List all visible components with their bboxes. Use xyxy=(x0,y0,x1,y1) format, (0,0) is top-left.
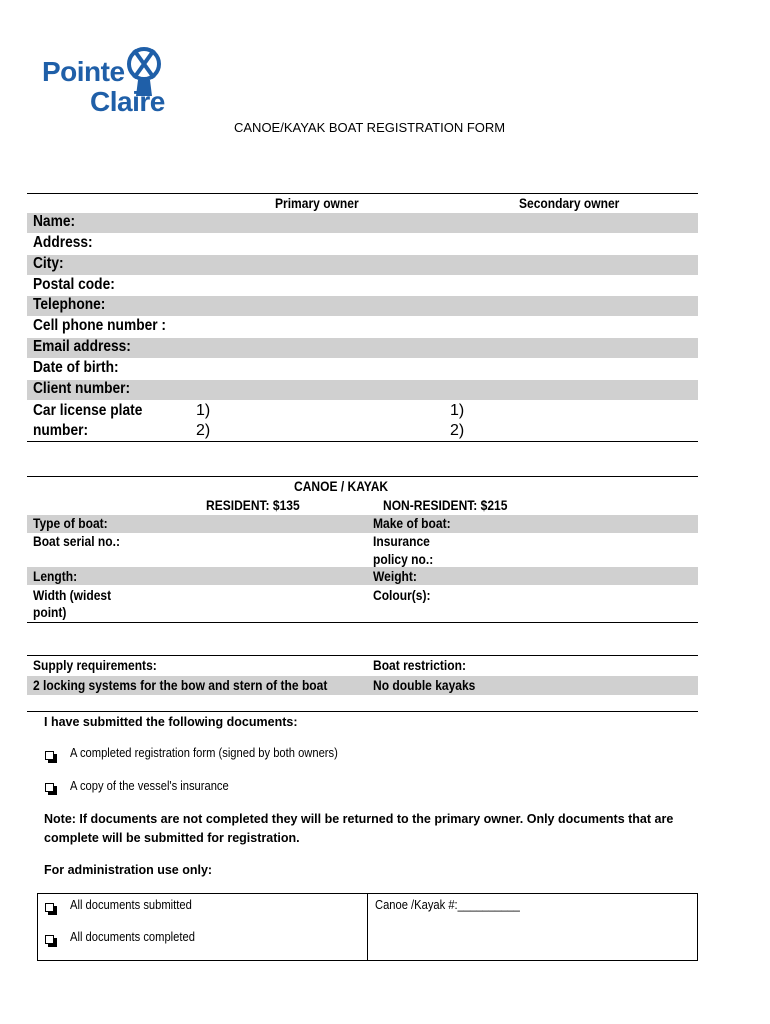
non-resident-price: NON-RESIDENT: $215 xyxy=(383,497,508,513)
doc-item-1[interactable] xyxy=(45,747,54,765)
width-label-line2: point) xyxy=(33,604,67,620)
primary-plate-1[interactable]: 1) xyxy=(196,402,211,419)
admin-box-divider xyxy=(367,893,368,961)
row-shade-type xyxy=(27,515,698,533)
boat-serial-label: Boat serial no.: xyxy=(33,533,120,549)
admin-check-1-label: All documents submitted xyxy=(70,897,192,912)
secondary-plate-1[interactable]: 1) xyxy=(450,402,465,419)
doc-item-2-label: A copy of the vessel's insurance xyxy=(70,778,229,793)
checkbox-icon[interactable] xyxy=(45,903,54,912)
field-plate-label-line1: Car license plate xyxy=(33,402,143,419)
checkbox-icon[interactable] xyxy=(45,751,54,760)
form-title: CANOE/KAYAK BOAT REGISTRATION FORM xyxy=(234,120,506,135)
field-dob-label: Date of birth: xyxy=(33,359,119,376)
restriction-value: No double kayaks xyxy=(373,677,476,693)
supply-requirements-label: Supply requirements: xyxy=(33,657,157,673)
field-telephone-label: Telephone: xyxy=(33,296,106,313)
doc-item-1-label: A completed registration form (signed by both owners) xyxy=(70,745,338,760)
insurance-label-line1: Insurance xyxy=(373,533,430,549)
field-cell-label: Cell phone number : xyxy=(33,317,167,334)
restriction-label: Boat restriction: xyxy=(373,657,466,673)
length-label: Length: xyxy=(33,568,78,584)
documents-heading: I have submitted the following documents: xyxy=(44,715,298,729)
field-plate-label-line2: number: xyxy=(33,422,89,439)
row-shade-telephone xyxy=(27,296,698,316)
insurance-label-line2: policy no.: xyxy=(373,551,434,567)
field-address-label: Address: xyxy=(33,234,93,251)
pointe-claire-logo xyxy=(40,42,170,122)
field-email-label: Email address: xyxy=(33,338,131,355)
colour-label: Colour(s): xyxy=(373,587,431,603)
field-city-label: City: xyxy=(33,255,64,272)
type-of-boat-label: Type of boat: xyxy=(33,515,108,531)
resident-price: RESIDENT: $135 xyxy=(206,497,300,513)
make-of-boat-label: Make of boat: xyxy=(373,515,451,531)
row-shade-length xyxy=(27,567,698,585)
owners-top-rule xyxy=(27,193,698,194)
field-postal-label: Postal code: xyxy=(33,276,115,293)
field-client-label: Client number: xyxy=(33,380,131,397)
canoe-kayak-number[interactable]: Canoe /Kayak #:__________ xyxy=(375,897,520,912)
logo-word-pointe: Pointe xyxy=(42,56,125,87)
admin-heading: For administration use only: xyxy=(44,863,213,877)
admin-check-2-label: All documents completed xyxy=(70,929,195,944)
field-name-label: Name: xyxy=(33,213,76,230)
secondary-owner-header: Secondary owner xyxy=(519,195,620,211)
boat-bottom-rule xyxy=(27,622,698,623)
width-label-line1: Width (widest xyxy=(33,587,112,603)
secondary-plate-2[interactable]: 2) xyxy=(450,422,465,439)
primary-owner-header: Primary owner xyxy=(275,195,359,211)
row-shade-name xyxy=(27,213,698,233)
doc-item-2[interactable] xyxy=(45,779,54,797)
admin-check-2[interactable] xyxy=(45,931,54,949)
checkbox-icon[interactable] xyxy=(45,783,54,792)
note-line-1: Note: If documents are not completed they will be returned to the primary owner. Only documents that are xyxy=(44,812,674,826)
supply-requirements-value: 2 locking systems for the bow and stern of the boat xyxy=(33,677,328,693)
logo-word-claire: Claire xyxy=(90,86,165,117)
owners-bottom-rule xyxy=(27,441,698,442)
requirements-top-rule xyxy=(27,655,698,656)
requirements-bottom-rule xyxy=(27,711,698,712)
weight-label: Weight: xyxy=(373,568,417,584)
admin-check-1[interactable] xyxy=(45,899,54,917)
row-shade-city xyxy=(27,255,698,275)
primary-plate-2[interactable]: 2) xyxy=(196,422,211,439)
boat-heading: CANOE / KAYAK xyxy=(294,478,389,494)
boat-top-rule xyxy=(27,476,698,477)
checkbox-icon[interactable] xyxy=(45,935,54,944)
note-line-2: complete will be submitted for registration. xyxy=(44,831,300,845)
